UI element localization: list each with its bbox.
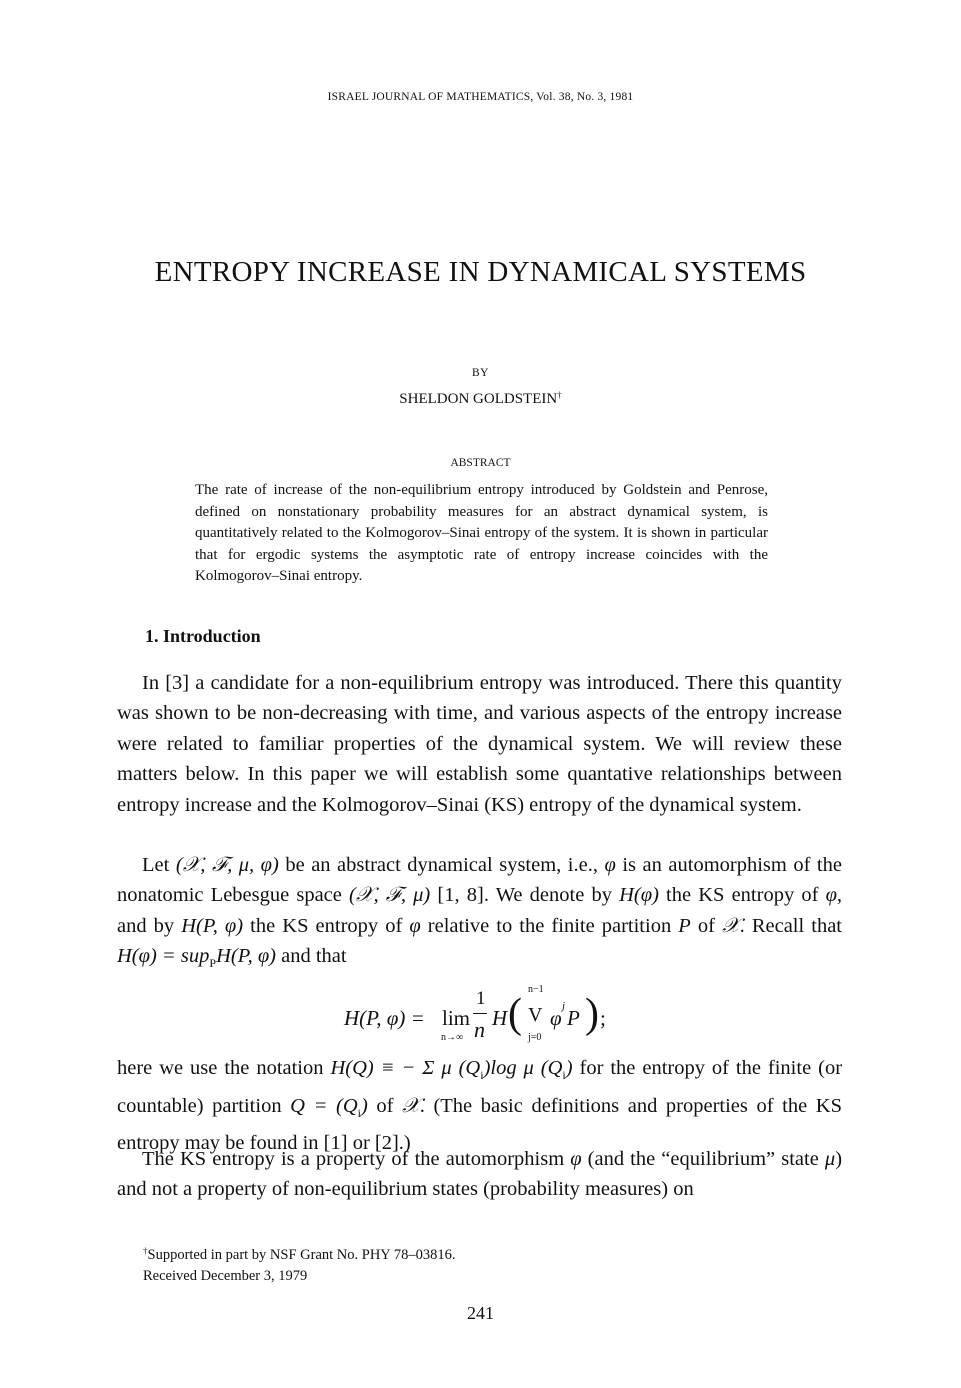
paper-title: ENTROPY INCREASE IN DYNAMICAL SYSTEMS — [154, 256, 807, 288]
journal-header: ISRAEL JOURNAL OF MATHEMATICS, Vol. 38, No. 3, 1981 — [327, 91, 634, 103]
formula-phi: φ — [550, 1006, 562, 1030]
formula-right-paren: ) — [585, 991, 599, 1037]
formula-numerator: 1 — [476, 988, 486, 1009]
byline-label: BY — [472, 367, 489, 379]
author-text: SHELDON GOLDSTEIN — [399, 391, 558, 407]
section-heading: 1. Introduction — [145, 626, 261, 646]
formula-H: H — [492, 1006, 508, 1030]
formula-phi-exponent: j — [562, 1000, 566, 1012]
paragraph-4-text: The KS entropy is a property of the automorphism φ (and the “equilibrium” state μ) and not a property of non-equilibrium states (probability measures) on — [117, 1148, 843, 1201]
formula-upper-index: n−1 — [528, 984, 544, 995]
footnote-grant: †Supported in part by NSF Grant No. PHY 78–03816. — [143, 1246, 456, 1263]
footnote — [143, 1241, 455, 1287]
formula-lhs: H(P, φ) = — [344, 1006, 425, 1030]
formula-lower-index: j=0 — [528, 1032, 542, 1043]
formula-semicolon: ; — [600, 1006, 606, 1030]
formula-left-paren: ( — [508, 991, 522, 1037]
formula-fraction-bar — [473, 1013, 487, 1014]
abstract-body: The rate of increase of the non-equilibrium entropy introduced by Goldstein and Penrose, defined on nonstationary probability measures for an abstract dynamical system, is quantitatively related to the Kolmogorov–Sinai entropy of the system. It is shown in particular that for ergodic systems the asymptotic rate of entropy increase coincides with the Kolmogorov–Sinai entropy. — [195, 482, 768, 585]
author-name — [0, 390, 961, 408]
paragraph-3-text: here we use the notation H(Q) ≡ − Σ μ $(Q_i)\log$ μ $(Q_i)$ for the entropy of the finite (or countable) partition $Q = (Q_i)$ of 𝒳. (The basic definitions and properties of the KS entropy may be found in [1] or [2].) — [117, 1057, 843, 1154]
footnote-received: Received December 3, 1979 — [143, 1268, 308, 1284]
paragraph-1 — [117, 668, 842, 820]
paragraph-3 — [117, 1053, 842, 1158]
ks-entropy-formula — [344, 986, 644, 1060]
abstract-heading: ABSTRACT — [450, 457, 511, 469]
formula-denominator: n — [474, 1017, 485, 1042]
paragraph-2-text: Let (𝒳, ℱ, μ, φ) be an abstract dynamical system, i.e., φ is an automorphism of the nonatomic Lebesgue space (𝒳, ℱ, μ) [1, 8]. We denote by H(φ) the KS entropy of φ, and by H(P, φ) the KS entropy of φ relative to the finite partition P of 𝒳. Recall that H(φ) = sup$_P$H(P, φ) and that — [117, 854, 843, 971]
paragraph-1-text: In [3] a candidate for a non-equilibrium entropy was introduced. There this quantity was shown to be non-decreasing with time, and various aspects of the entropy increase were related to familiar properties of the dynamical system. We will review these matters below. In this paper we will establish some quantative relationships between entropy increase and the Kolmogorov–Sinai (KS) entropy of the dynamical system. — [117, 672, 842, 816]
formula-vee: V — [528, 1004, 543, 1026]
author-footnote-mark: † — [557, 390, 562, 400]
formula-lim-sub: n→∞ — [441, 1032, 464, 1043]
formula-lim: lim — [442, 1006, 471, 1030]
paragraph-2 — [117, 850, 842, 979]
page-number: 241 — [467, 1303, 494, 1323]
formula-P: P — [567, 1006, 580, 1030]
paragraph-4 — [117, 1144, 842, 1205]
